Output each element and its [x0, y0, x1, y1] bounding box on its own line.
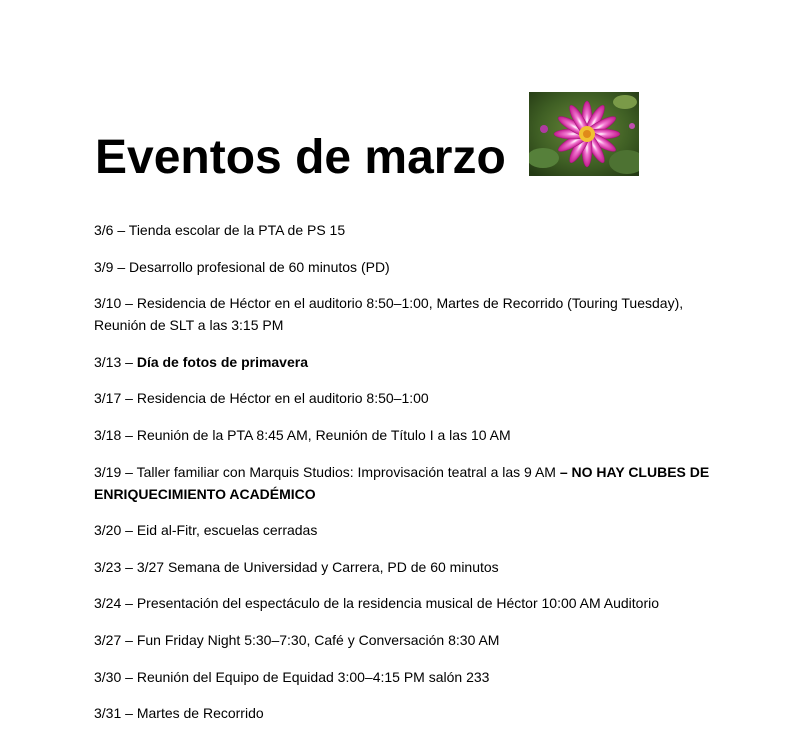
list-item: 3/6 – Tienda escolar de la PTA de PS 15 — [94, 222, 346, 238]
list-item: 3/20 – Eid al-Fitr, escuelas cerradas — [94, 522, 318, 539]
page-title: Eventos de marzo — [95, 131, 506, 184]
list-item: 3/18 – Reunión de la PTA 8:45 AM, Reunión de Título I a las 10 AM — [94, 426, 511, 443]
list-item: 3/24 – Presentación del espectáculo de la residencia musical de Héctor 10:00 AM Auditorio — [94, 595, 660, 612]
title-row — [95, 92, 735, 182]
list-item: 3/17 – Residencia de Héctor en el auditorio 8:50–1:00 — [94, 390, 429, 407]
flower-icon — [529, 92, 639, 176]
list-item: 3/27 – Fun Friday Night 5:30–7:30, Café y Conversación 8:30 AM — [94, 631, 500, 648]
list-item: 3/9 – Desarrollo profesional de 60 minutos (PD) — [94, 258, 390, 275]
list-item: 3/10 – Residencia de Héctor en el auditorio 8:50–1:00, Martes de Recorrido (Touring Tuesday), Reunión de SLT a las 3:15 PM — [94, 295, 684, 334]
list-item: 3/31 – Martes de Recorrido — [94, 705, 264, 722]
list-item: 3/23 – 3/27 Semana de Universidad y Carrera, PD de 60 minutos — [94, 558, 499, 575]
list-item: 3/13 – Día de fotos de primavera — [94, 353, 308, 370]
flower-image — [529, 92, 639, 176]
list-item: 3/19 – Taller familiar con Marquis Studios: Improvisación teatral a las 9 AM – NO HAY CLUBES DE ENRIQUECIMIENTO ACADÉMICO — [94, 463, 710, 502]
list-item: 3/30 – Reunión del Equipo de Equidad 3:00–4:15 PM salón 233 — [94, 668, 490, 685]
events-list — [94, 219, 714, 739]
